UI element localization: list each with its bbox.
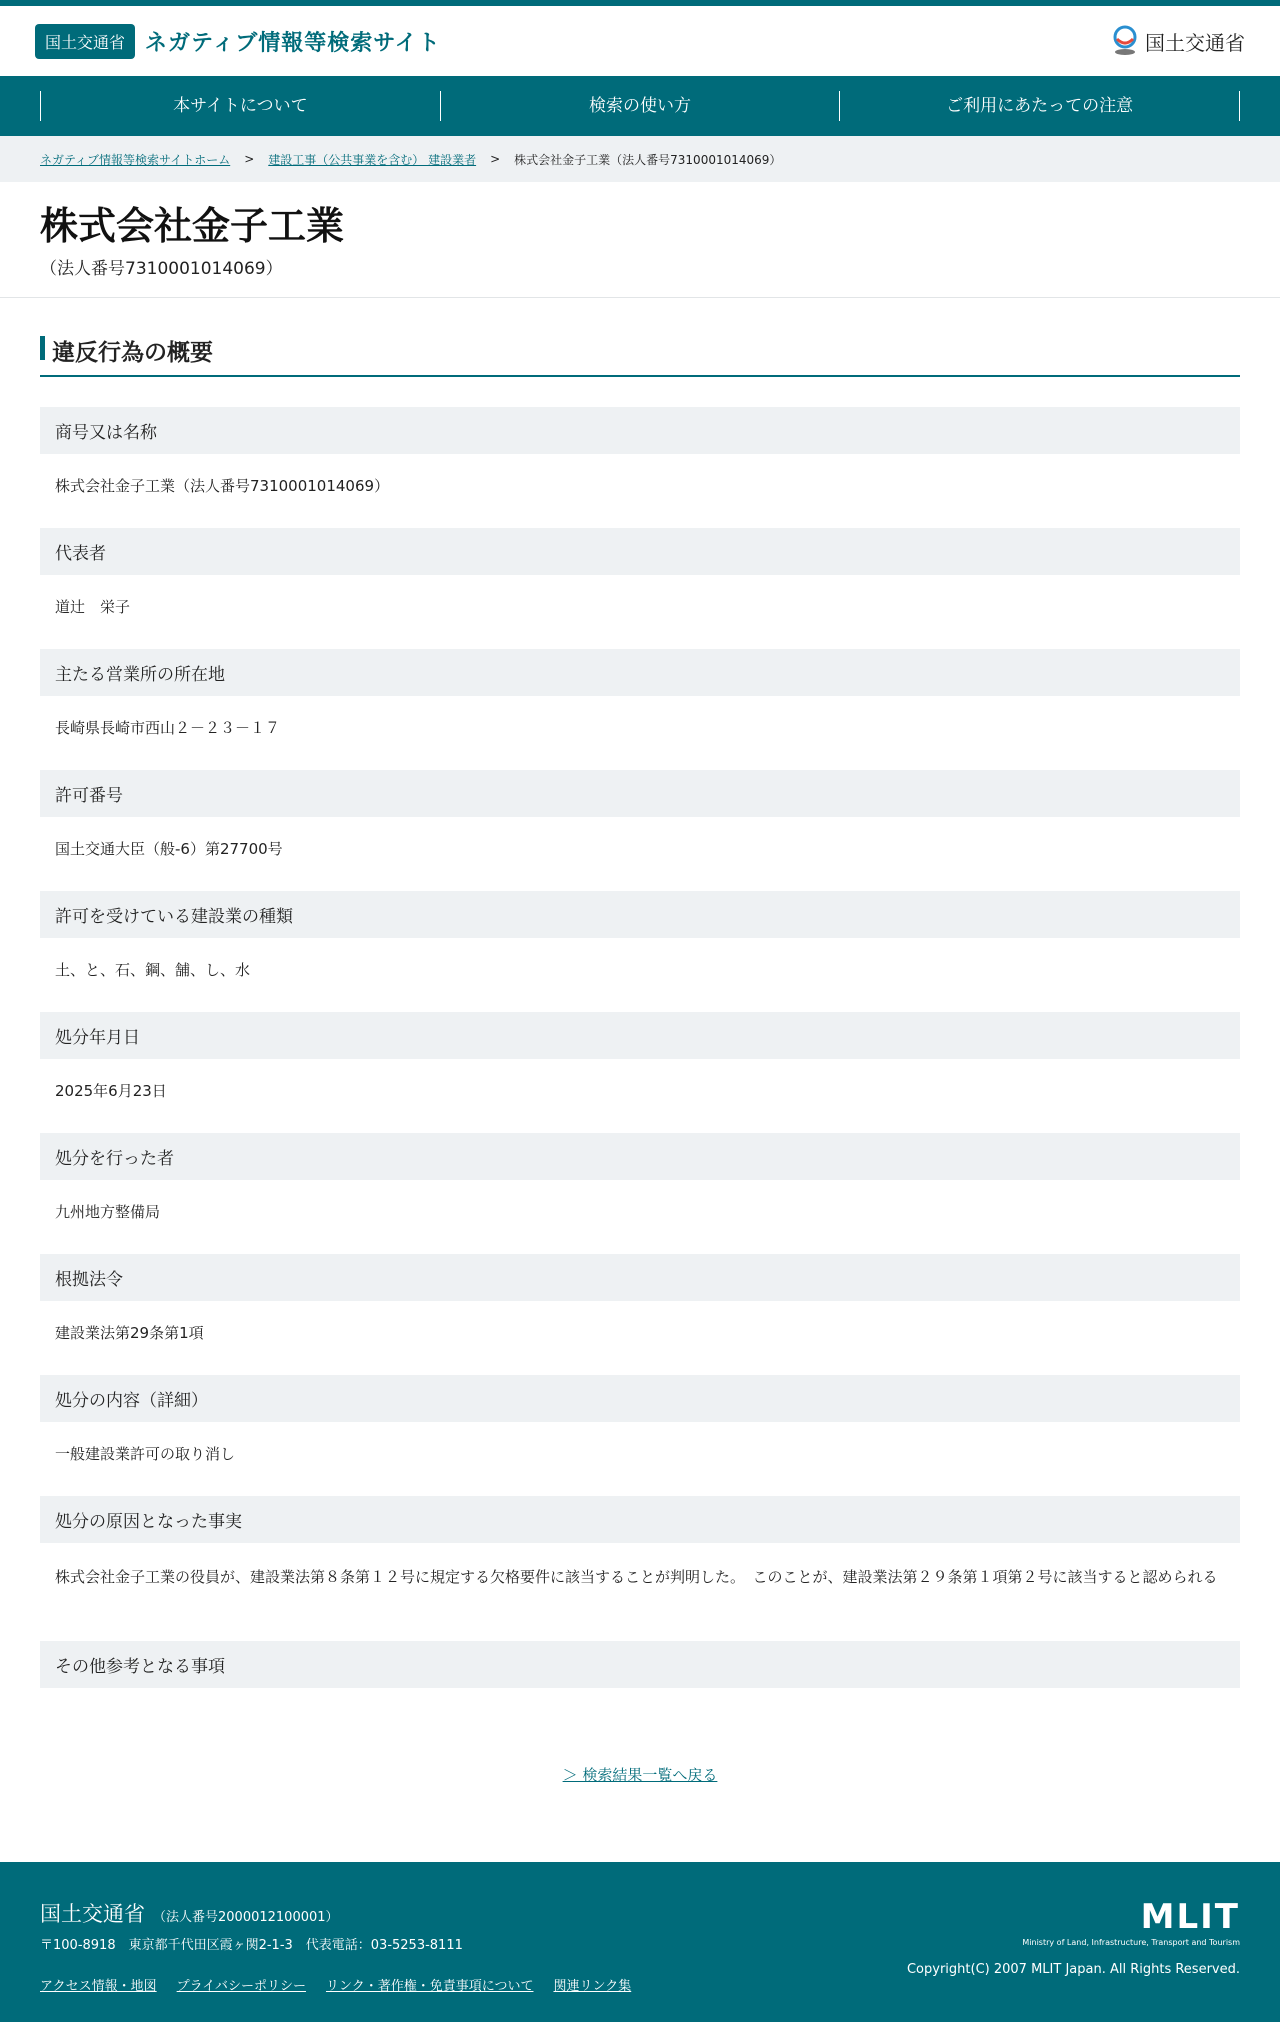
breadcrumb-category[interactable]: 建設工事（公共事業を含む） 建設業者: [268, 152, 477, 167]
nav-how-to-search[interactable]: 検索の使い方: [440, 91, 840, 121]
footer-links: [40, 1975, 1240, 1994]
footer-link-copyright[interactable]: リンク・著作権・免責事項について: [325, 1979, 534, 1994]
footer-logo[interactable]: [1022, 1897, 1240, 1947]
row-label: 処分を行った者: [40, 1133, 1240, 1180]
page-title: 株式会社金子工業: [40, 204, 345, 248]
footer-copyright: Copyright(C) 2007 MLIT Japan. All Rights Reserved.: [906, 1962, 1240, 1977]
row-value: 長崎県長崎市西山２－２３－１７: [55, 718, 281, 737]
site-header: [0, 6, 1280, 76]
main-content: [0, 298, 1280, 1908]
row-value: 九州地方整備局: [55, 1202, 161, 1221]
row-value: 株式会社金子工業の役員が、建設業法第８条第１２号に規定する欠格要件に該当することが判明した。 このことが、建設業法第２９条第１項第２号に該当すると認められる: [55, 1567, 1218, 1586]
footer-link-related[interactable]: 関連リンク集: [553, 1979, 632, 1994]
detail-list: [40, 407, 1240, 1688]
row-label: 根拠法令: [40, 1254, 1240, 1301]
site-brand[interactable]: [35, 24, 441, 59]
breadcrumb-current: 株式会社金子工業（法人番号7310001014069）: [514, 152, 782, 167]
footer-logo-mark: MLIT: [1140, 1897, 1240, 1937]
breadcrumb-separator: >: [244, 152, 255, 166]
breadcrumb: [0, 136, 1280, 182]
ministry-logo-text: 国土交通省: [1145, 30, 1245, 55]
row-value: 道辻 栄子: [55, 597, 131, 616]
global-nav: [0, 76, 1280, 136]
row-label: 商号又は名称: [40, 407, 1240, 454]
footer-address: 〒100-8918 東京都千代田区霞ヶ関2-1-3 代表電話：03-5253-8111: [40, 1938, 463, 1953]
row-label: 処分の原因となった事実: [40, 1496, 1240, 1543]
row-value: 一般建設業許可の取り消し: [55, 1444, 236, 1463]
row-value: 2025年6月23日: [55, 1081, 167, 1100]
footer-link-privacy[interactable]: プライバシーポリシー: [176, 1979, 306, 1994]
row-label: 処分年月日: [40, 1012, 1240, 1059]
ministry-badge: 国土交通省: [35, 24, 135, 59]
section-heading: 違反行為の概要: [40, 334, 1240, 377]
footer-org-number: （法人番号2000012100001）: [153, 1910, 339, 1925]
breadcrumb-home[interactable]: ネガティブ情報等検索サイトホーム: [40, 152, 231, 167]
footer-logo-subtitle: Ministry of Land, Infrastructure, Transport and Tourism: [1022, 1938, 1240, 1947]
row-label: その他参考となる事項: [40, 1641, 1240, 1688]
row-value: 建設業法第29条第1項: [55, 1323, 204, 1342]
corporate-number: （法人番号7310001014069）: [40, 258, 283, 279]
page-title-area: [0, 182, 1280, 298]
row-value: 株式会社金子工業（法人番号7310001014069）: [55, 476, 390, 495]
back-to-results-link[interactable]: ＞ 検索結果一覧へ戻る: [562, 1765, 718, 1784]
row-value: 土、と、石、鋼、舗、し、水: [55, 960, 251, 979]
row-label: 代表者: [40, 528, 1240, 575]
row-label: 許可番号: [40, 770, 1240, 817]
row-label: 許可を受けている建設業の種類: [40, 891, 1240, 938]
ministry-logo[interactable]: [1111, 25, 1245, 57]
site-footer: [0, 1862, 1280, 2022]
breadcrumb-separator: >: [490, 152, 501, 166]
row-value: 国土交通大臣（般-6）第27700号: [55, 839, 283, 858]
footer-link-access[interactable]: アクセス情報・地図: [40, 1979, 157, 1994]
row-label: 主たる営業所の所在地: [40, 649, 1240, 696]
site-title[interactable]: ネガティブ情報等検索サイト: [145, 30, 441, 56]
footer-org-name: 国土交通省: [40, 1902, 145, 1926]
nav-about[interactable]: 本サイトについて: [40, 91, 440, 121]
row-label: 処分の内容（詳細）: [40, 1375, 1240, 1422]
nav-usage-notes[interactable]: ご利用にあたっての注意: [839, 91, 1240, 121]
ministry-emblem-icon: [1111, 25, 1139, 57]
